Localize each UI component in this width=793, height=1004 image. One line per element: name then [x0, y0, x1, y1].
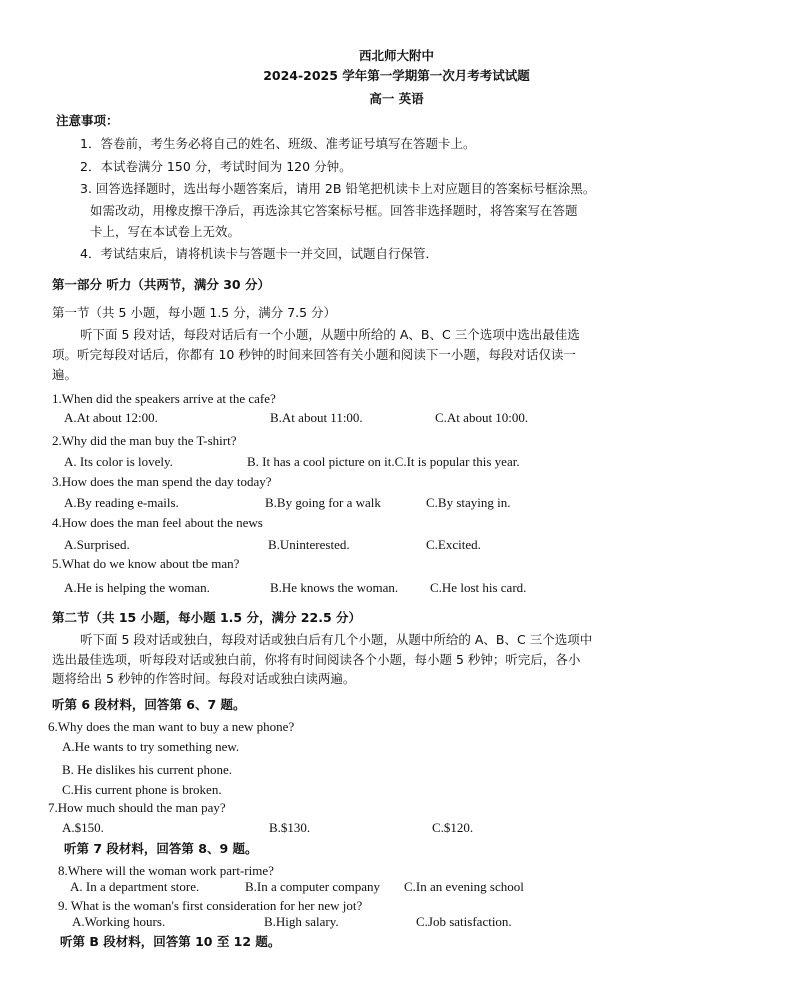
- part1-title: 第一部分 听力（共两节，满分 30 分）: [52, 277, 270, 292]
- option-c: C.His current phone is broken.: [62, 782, 222, 797]
- option-b: B.By going for a walk: [265, 495, 381, 510]
- section1-instruction: 项。听完每段对话后，你都有 10 秒钟的时间来回答有关小题和阅读下一小题，每段对话仅读一: [52, 347, 576, 362]
- school-name: 西北师大附中: [358, 48, 434, 63]
- note-item: 3. 回答选择题时，选出每小题答案后，请用 2B 铅笔把机读卡上对应题目的答案标号框涂黑。: [80, 181, 596, 196]
- option-a: A. In a department store.: [70, 879, 200, 894]
- section2-instruction: 题将给出 5 秒钟的作答时间。每段对话或独白读两遍。: [52, 671, 356, 686]
- option-a: A.Surprised.: [64, 537, 130, 552]
- option-c: C.Job satisfaction.: [416, 914, 512, 929]
- subject-title: 高一 英语: [369, 91, 424, 106]
- option-b: B.He knows the woman.: [270, 580, 399, 595]
- option-b: B.Uninterested.: [268, 537, 350, 552]
- section2-instruction: 听下面 5 段对话或独白，每段对话或独白后有几个小题，从题中所给的 A、B、C 三个选项中: [80, 632, 593, 647]
- notes-heading: 注意事项：: [56, 113, 119, 128]
- question-text: 6.Why does the man want to buy a new phone?: [48, 719, 295, 734]
- option-c: C.By staying in.: [426, 495, 511, 510]
- option-a: A.$150.: [62, 820, 104, 835]
- option-b: B. He dislikes his current phone.: [62, 762, 233, 777]
- section2-instruction: 选出最佳选项，听每段对话或独白前，你将有时间阅读各个小题，每小题 5 秒钟；听完后，各小: [52, 652, 581, 667]
- section1-instruction: 听下面 5 段对话，每段对话后有一个小题，从题中所给的 A、B、C 三个选项中选出最佳选: [80, 327, 580, 342]
- option-a: A.At about 12:00.: [64, 410, 158, 425]
- section1-instruction: 遍。: [52, 367, 78, 382]
- note-item: 如需改动，用橡皮擦干净后，再选涂其它答案标号框。回答非选择题时，将答案写在答题: [90, 203, 578, 218]
- note-item: 4．考试结束后，请将机读卡与答题卡一并交回，试题自行保管．: [80, 246, 438, 261]
- exam-title: 2024-2025 学年第一学期第一次月考考试试题: [263, 68, 530, 83]
- option-c: C.$120.: [432, 820, 474, 835]
- question-text: 8.Where will the woman work part-rime?: [58, 863, 274, 878]
- option-a: A. Its color is lovely.: [64, 454, 173, 469]
- option-c: C.In an evening school: [404, 879, 524, 894]
- option-c: C.At about 10:00.: [435, 410, 529, 425]
- option-a: A.He wants to try something new.: [62, 739, 240, 754]
- question-text: 7.How much should the man pay?: [48, 800, 226, 815]
- option-a: A.Working hours.: [72, 914, 166, 929]
- note-item: 2．本试卷满分 150 分，考试时间为 120 分钟。: [80, 159, 352, 174]
- option-c: C.Excited.: [426, 537, 481, 552]
- material-heading: 听第 B 段材料，回答第 10 至 12 题。: [60, 934, 281, 949]
- option-b: B.At about 11:00.: [270, 410, 363, 425]
- option-b: B.In a computer company: [245, 879, 381, 894]
- section2-title: 第二节（共 15 小题，每小题 1.5 分，满分 22.5 分）: [52, 610, 361, 625]
- section1-title: 第一节（共 5 小题，每小题 1.5 分，满分 7.5 分）: [52, 305, 337, 320]
- option-a: A.He is helping the woman.: [64, 580, 210, 595]
- note-item: 1．答卷前，考生务必将自己的姓名、班级、准考证号填写在答题卡上。: [80, 136, 476, 151]
- question-text: 5.What do we know about tbe man?: [52, 556, 240, 571]
- question-text: 9. What is the woman's first consideration for her new jot?: [58, 898, 363, 913]
- material-heading: 听第 7 段材料，回答第 8、9 题。: [64, 841, 258, 856]
- question-text: 4.How does the man feel about the news: [52, 515, 263, 530]
- question-text: 1.When did the speakers arrive at the cafe?: [52, 391, 276, 406]
- option-b: B.High salary.: [264, 914, 339, 929]
- note-item: 卡上，写在本试卷上无效。: [90, 224, 241, 239]
- option-a: A.By reading e-mails.: [64, 495, 179, 510]
- option-b: B. It has a cool picture on it.C.It is popular this year.: [247, 454, 520, 469]
- material-heading: 听第 6 段材料，回答第 6、7 题。: [52, 697, 246, 712]
- option-c: C.He lost his card.: [430, 580, 527, 595]
- question-text: 3.How does the man spend the day today?: [52, 474, 272, 489]
- option-b: B.$130.: [269, 820, 311, 835]
- question-text: 2.Why did the man buy the T-shirt?: [52, 433, 237, 448]
